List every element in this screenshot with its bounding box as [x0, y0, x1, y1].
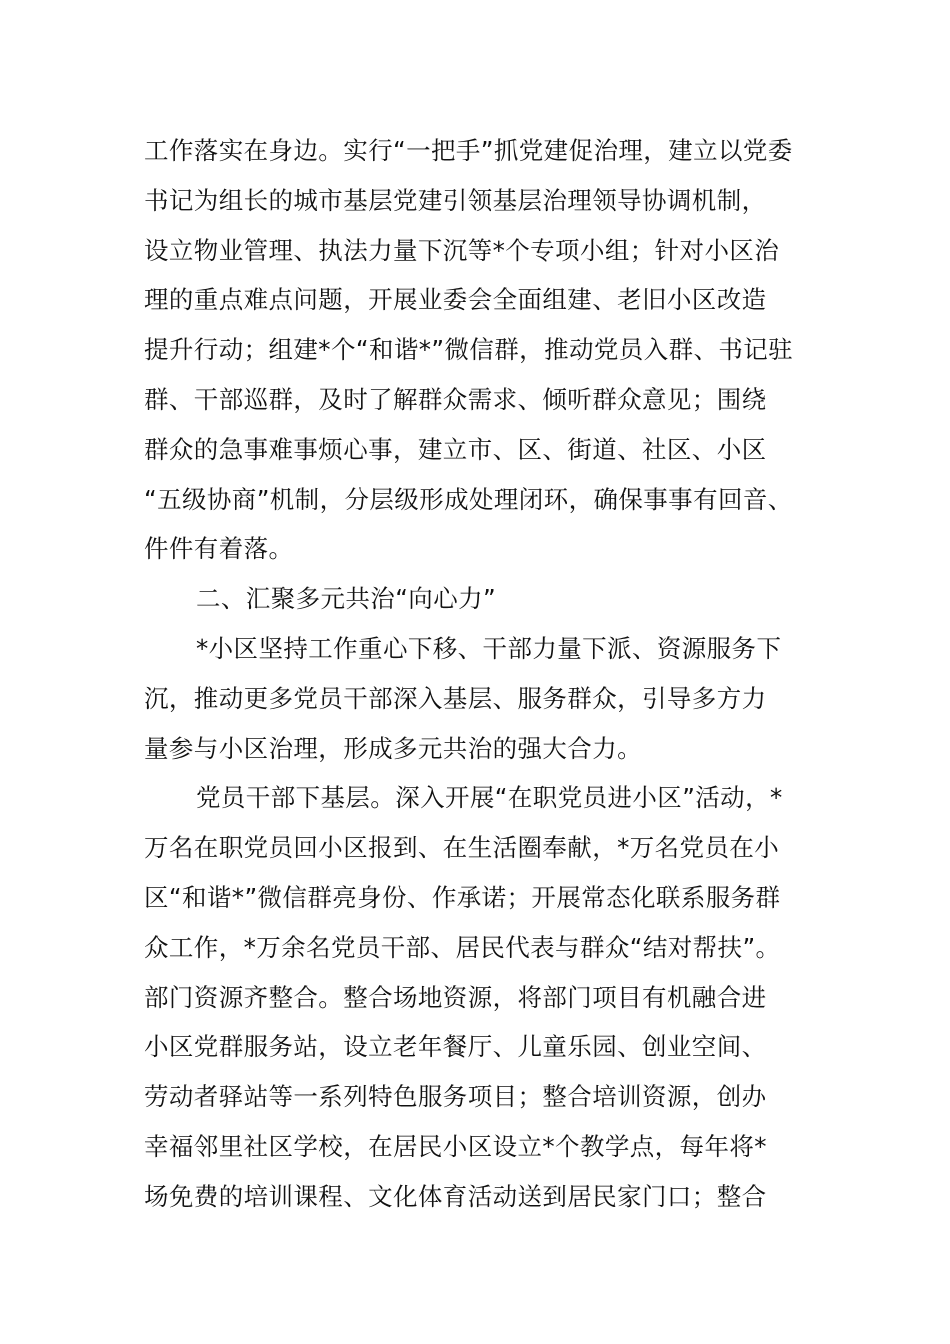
text-line: *小区坚持工作重心下移、干部力量下派、资源服务下	[196, 633, 782, 663]
text-line: 小区党群服务站，设立老年餐厅、儿童乐园、创业空间、	[144, 1032, 767, 1062]
text-line: “五级协商”机制，分层级形成处理闭环，确保事事有回音、	[144, 484, 793, 514]
text-line: 部门资源齐整合。整合场地资源，将部门项目有机融合进	[144, 982, 767, 1012]
text-line: 量参与小区治理，形成多元共治的强大合力。	[144, 733, 642, 763]
body-text	[144, 126, 812, 1222]
text-line: 党员干部下基层。深入开展“在职党员进小区”活动，*	[196, 783, 783, 813]
section-heading: 二、汇聚多元共治“向心力”	[196, 584, 497, 614]
text-line: 件件有着落。	[144, 534, 294, 564]
text-line: 书记为组长的城市基层党建引领基层治理领导协调机制，	[144, 185, 767, 215]
text-line: 设立物业管理、执法力量下沉等*个专项小组；针对小区治	[144, 235, 780, 265]
text-line: 场免费的培训课程、文化体育活动送到居民家门口；整合	[144, 1181, 767, 1211]
text-line: 万名在职党员回小区报到、在生活圈奉献，*万名党员在小	[144, 833, 780, 863]
text-line: 群、干部巡群，及时了解群众需求、倾听群众意见；围绕	[144, 384, 767, 414]
text-line: 群众的急事难事烦心事，建立市、区、街道、社区、小区	[144, 434, 767, 464]
text-line: 幸福邻里社区学校，在居民小区设立*个教学点，每年将*	[144, 1131, 767, 1161]
text-line: 区“和谐*”微信群亮身份、作承诺；开展常态化联系服务群	[144, 882, 781, 912]
text-line: 劳动者驿站等一系列特色服务项目；整合培训资源，创办	[144, 1082, 767, 1112]
text-line: 工作落实在身边。实行“一把手”抓党建促治理，建立以党委	[144, 136, 793, 165]
text-line: 众工作，*万余名党员干部、居民代表与群众“结对帮扶”。	[144, 932, 781, 962]
text-line: 沉，推动更多党员干部深入基层、服务群众，引导多方力	[144, 683, 767, 713]
text-line: 提升行动；组建*个“和谐*”微信群，推动党员入群、书记驻	[144, 335, 794, 365]
text-line: 理的重点难点问题，开展业委会全面组建、老旧小区改造	[144, 285, 767, 315]
